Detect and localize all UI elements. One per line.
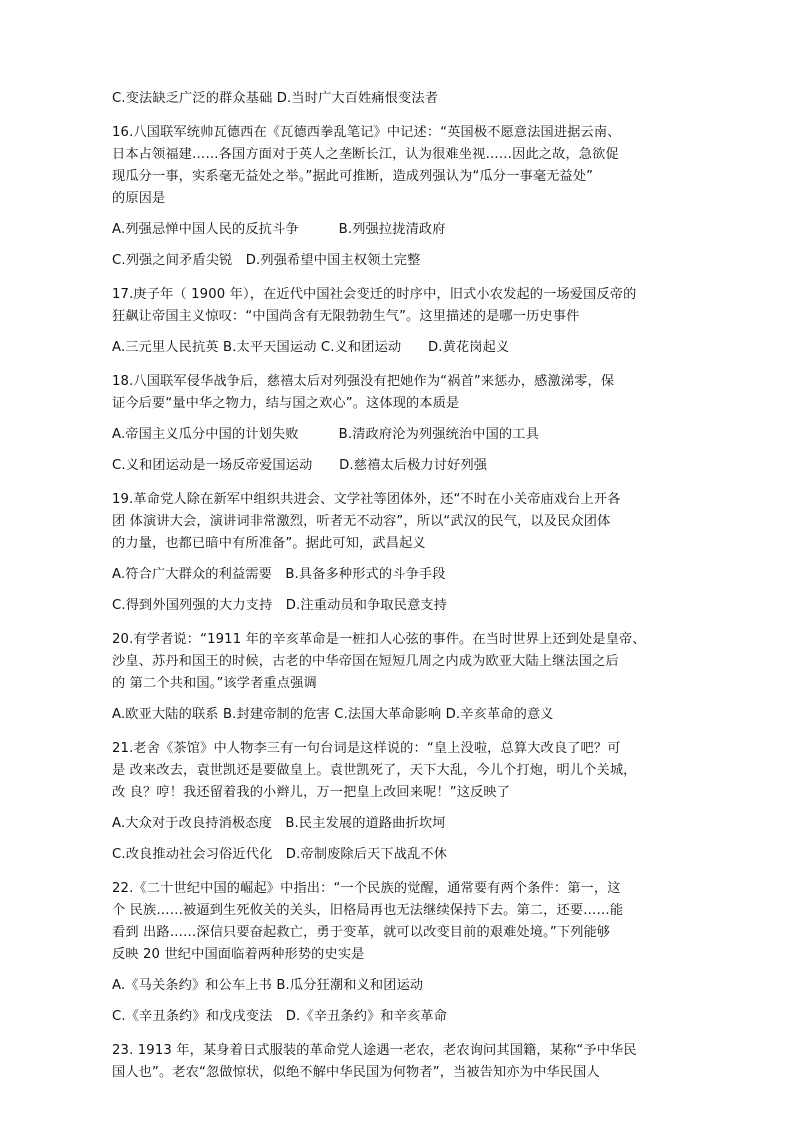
question-stem-line: 17.庚子年（ 1900 年），在近代中国社会变迁的时序中，旧式小农发起的一场爱国反帝的 — [112, 287, 637, 302]
question-text-line: 反映 20 世纪中国面临着两种形势的史实是 — [112, 947, 365, 962]
answer-options-line: C.变法缺乏广泛的群众基础 D.当时广大百姓痛恨变法者 — [112, 91, 439, 106]
answer-options-line: A.三元里人民抗英 B.太平天国运动 C.义和团运动 D.黄花岗起义 — [112, 340, 510, 355]
answer-options-line: C.列强之间矛盾尖锐 D.列强希望中国主权领土完整 — [112, 253, 421, 268]
answer-options-line: C.改良推动社会习俗近代化 D.帝制废除后天下战乱不休 — [112, 847, 448, 862]
question-text-line: 团 体演讲大会，演讲词非常激烈，听者无不动容”，所以“武汉的民气，以及民众团体 — [112, 514, 611, 529]
answer-options-line: A.《马关条约》和公车上书 B.瓜分狂潮和义和团运动 — [112, 978, 424, 993]
question-stem-line: 21.老舍《茶馆》中人物李三有一句台词是这样说的：“皇上没啦，总算大改良了吧？可 — [112, 741, 621, 756]
question-text-line: 的 第二个共和国。”该学者重点强调 — [112, 676, 317, 691]
exam-page — [112, 88, 697, 1084]
question-stem-line: 16.八国联军统帅瓦德西在《瓦德西拳乱笔记》中记述：“英国极不愿意法国进据云南、 — [112, 125, 621, 140]
question-text-line: 证今后要“量中华之物力，结与国之欢心”。这体现的本质是 — [112, 396, 460, 411]
question-stem-line: 22.《二十世纪中国的崛起》中指出：“一个民族的觉醒，通常要有两个条件：第一，这 — [112, 881, 621, 896]
question-stem-line: 23. 1913 年，某身着日式服装的革命党人途遇一老农，老农询问其国籍，某称“予中华民 — [112, 1043, 637, 1058]
answer-options-line: A.大众对于改良持消极态度 B.民主发展的道路曲折坎坷 — [112, 816, 446, 831]
question-text-line: 是 改来改去，袁世凯还是要做皇上。袁世凯死了，天下大乱，今儿个打炮，明儿个关城， — [112, 763, 637, 778]
question-text-line: 日本占领福建……各国方面对于英人之垄断长江，认为很难坐视……因此之故，急欲促 — [112, 147, 619, 162]
answer-options-line: C.得到外国列强的大力支持 D.注重动员和争取民意支持 — [112, 598, 448, 613]
question-stem-line: 19.革命党人除在新军中组织共进会、文学社等团体外，还“不时在小关帝庙戏台上开各 — [112, 492, 621, 507]
question-text-line: 国人也”。老农“忽做惊状，似绝不解中华民国为何物者”，当被告知亦为中华民国人 — [112, 1065, 600, 1080]
answer-options-line: A.欧亚大陆的联系 B.封建帝制的危害 C.法国大革命影响 D.辛亥革命的意义 — [112, 707, 554, 722]
question-text-line: 的力量，也都已暗中有所准备”。据此可知，武昌起义 — [112, 536, 426, 551]
question-text-line: 狂飙让帝国主义惊叹：“中国尚含有无限勃勃生气”。这里描述的是哪一历史事件 — [112, 309, 580, 324]
question-text-line: 现瓜分一事，实系毫无益处之举。”据此可推断，造成列强认为“瓜分一事毫无益处” — [112, 169, 594, 184]
question-stem-line: 18.八国联军侵华战争后，慈禧太后对列强没有把她作为“祸首”来惩办，感激涕零，保 — [112, 374, 615, 389]
answer-options-line: A.符合广大群众的利益需要 B.具备多种形式的斗争手段 — [112, 567, 446, 582]
question-text-line: 个 民族……被逼到生死攸关的关头，旧格局再也无法继续保持下去。第二，还要……能 — [112, 903, 624, 918]
question-stem-line: 20.有学者说：“1911 年的辛亥革命是一桩扣人心弦的事件。在当时世界上还到处是皇帝、 — [112, 632, 646, 647]
answer-options-line: A.列强忌惮中国人民的反抗斗争 B.列强拉拢清政府 — [112, 222, 446, 237]
question-text-line: 的原因是 — [112, 191, 166, 206]
answer-options-line: C.《辛丑条约》和戊戌变法 D.《辛丑条约》和辛亥革命 — [112, 1009, 448, 1024]
answer-options-line: C.义和团运动是一场反帝爱国运动 D.慈禧太后极力讨好列强 — [112, 458, 488, 473]
question-text-line: 改 良？哼！我还留着我的小辫儿，万一把皇上改回来呢！”这反映了 — [112, 785, 511, 800]
question-text-line: 沙皇、苏丹和国王的时候，古老的中华帝国在短短几周之内成为欧亚大陆上继法国之后 — [112, 654, 619, 669]
question-text-line: 看到 出路……深信只要奋起救亡，勇于变革，就可以改变目前的艰难处境。”下列能够 — [112, 925, 611, 940]
answer-options-line: A.帝国主义瓜分中国的计划失败 B.清政府沦为列强统治中国的工具 — [112, 427, 539, 442]
